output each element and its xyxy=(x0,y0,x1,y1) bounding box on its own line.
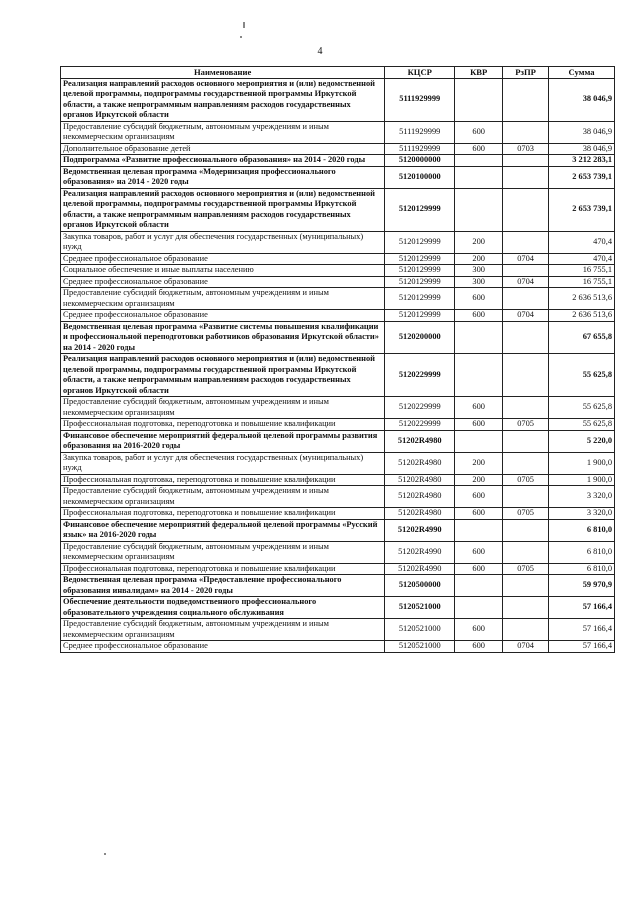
row-kvr-cell xyxy=(455,575,503,597)
row-rzpr-cell: 0705 xyxy=(503,419,549,431)
table-row xyxy=(61,508,615,520)
row-kvr-cell: 600 xyxy=(455,508,503,520)
table-row xyxy=(61,321,615,354)
row-name-cell: Ведомственная целевая программа «Развитие системы повышения квалификации и профессиональной переподготовки работников образования Иркутской области» на 2014 - 2020 годы xyxy=(61,321,385,354)
row-kvr-cell: 600 xyxy=(455,143,503,155)
row-kvr-cell xyxy=(455,597,503,619)
table-row xyxy=(61,310,615,322)
row-name-cell: Финансовое обеспечение мероприятий федеральной целевой программы «Русский язык» на 2016-2020 годы xyxy=(61,519,385,541)
row-sum-cell: 2 653 739,1 xyxy=(549,166,615,188)
row-rzpr-cell xyxy=(503,541,549,563)
row-rzpr-cell xyxy=(503,486,549,508)
table-body xyxy=(61,78,615,652)
row-kcsr-cell: 51202R4980 xyxy=(385,508,455,520)
row-name-cell: Профессиональная подготовка, переподготовка и повышение квалификации xyxy=(61,508,385,520)
row-kcsr-cell: 5120129999 xyxy=(385,188,455,231)
row-kcsr-cell: 5120521000 xyxy=(385,597,455,619)
row-rzpr-cell: 0704 xyxy=(503,641,549,653)
row-kcsr-cell: 5120129999 xyxy=(385,265,455,277)
row-kvr-cell: 600 xyxy=(455,486,503,508)
row-sum-cell: 470,4 xyxy=(549,253,615,265)
row-sum-cell: 16 755,1 xyxy=(549,276,615,288)
row-rzpr-cell: 0704 xyxy=(503,253,549,265)
row-kvr-cell xyxy=(455,430,503,452)
row-sum-cell: 38 046,9 xyxy=(549,143,615,155)
table-row xyxy=(61,253,615,265)
row-kvr-cell: 600 xyxy=(455,541,503,563)
row-name-cell: Профессиональная подготовка, переподготовка и повышение квалификации xyxy=(61,474,385,486)
row-name-cell: Предоставление субсидий бюджетным, автономным учреждениям и иным некоммерческим организациям xyxy=(61,619,385,641)
row-rzpr-cell: 0703 xyxy=(503,143,549,155)
row-name-cell: Профессиональная подготовка, переподготовка и повышение квалификации xyxy=(61,563,385,575)
row-sum-cell: 38 046,9 xyxy=(549,78,615,121)
table-row xyxy=(61,231,615,253)
row-sum-cell: 3 212 283,1 xyxy=(549,155,615,167)
row-rzpr-cell xyxy=(503,619,549,641)
row-rzpr-cell xyxy=(503,519,549,541)
row-sum-cell: 6 810,0 xyxy=(549,541,615,563)
table-row xyxy=(61,641,615,653)
row-rzpr-cell xyxy=(503,321,549,354)
row-kvr-cell: 600 xyxy=(455,121,503,143)
row-kcsr-cell: 5120521000 xyxy=(385,619,455,641)
row-kvr-cell: 300 xyxy=(455,276,503,288)
row-kcsr-cell: 5120229999 xyxy=(385,397,455,419)
row-kvr-cell xyxy=(455,166,503,188)
row-kvr-cell: 600 xyxy=(455,397,503,419)
row-sum-cell: 2 653 739,1 xyxy=(549,188,615,231)
row-rzpr-cell xyxy=(503,188,549,231)
table-row xyxy=(61,474,615,486)
row-rzpr-cell: 0704 xyxy=(503,310,549,322)
row-name-cell: Ведомственная целевая программа «Предоставление профессионального образования инвалидам» на 2014 - 2020 годы xyxy=(61,575,385,597)
row-sum-cell: 5 220,0 xyxy=(549,430,615,452)
row-kcsr-cell: 5111929999 xyxy=(385,78,455,121)
row-rzpr-cell xyxy=(503,155,549,167)
row-sum-cell: 55 625,8 xyxy=(549,354,615,397)
row-name-cell: Дополнительное образование детей xyxy=(61,143,385,155)
row-kcsr-cell: 51202R4990 xyxy=(385,519,455,541)
row-name-cell: Реализация направлений расходов основного мероприятия и (или) ведомственной целевой программы, подпрограммы государственной программы Иркутской области, а также непрограммным направлениям расходов государственных органов Иркутской области xyxy=(61,78,385,121)
table-row xyxy=(61,419,615,431)
row-rzpr-cell xyxy=(503,78,549,121)
table-row xyxy=(61,486,615,508)
table-row xyxy=(61,155,615,167)
row-rzpr-cell: 0705 xyxy=(503,474,549,486)
scan-speck xyxy=(240,36,242,38)
scan-speck xyxy=(243,22,245,28)
page-number: 4 xyxy=(317,46,323,57)
row-sum-cell: 16 755,1 xyxy=(549,265,615,277)
row-kcsr-cell: 5111929999 xyxy=(385,121,455,143)
table-row xyxy=(61,121,615,143)
row-name-cell: Социальное обеспечение и иные выплаты населению xyxy=(61,265,385,277)
row-kcsr-cell: 5120129999 xyxy=(385,310,455,322)
table-row xyxy=(61,265,615,277)
row-rzpr-cell xyxy=(503,354,549,397)
row-kcsr-cell: 5111929999 xyxy=(385,143,455,155)
row-sum-cell: 57 166,4 xyxy=(549,619,615,641)
row-sum-cell: 57 166,4 xyxy=(549,597,615,619)
row-kvr-cell: 300 xyxy=(455,265,503,277)
table-row xyxy=(61,452,615,474)
row-kvr-cell: 200 xyxy=(455,452,503,474)
row-kcsr-cell: 51202R4980 xyxy=(385,430,455,452)
budget-table xyxy=(60,66,615,653)
row-rzpr-cell xyxy=(503,575,549,597)
row-rzpr-cell xyxy=(503,265,549,277)
row-sum-cell: 1 900,0 xyxy=(549,474,615,486)
row-kvr-cell: 200 xyxy=(455,231,503,253)
table-row xyxy=(61,276,615,288)
row-name-cell: Предоставление субсидий бюджетным, автономным учреждениям и иным некоммерческим организациям xyxy=(61,486,385,508)
row-rzpr-cell xyxy=(503,288,549,310)
row-sum-cell: 55 625,8 xyxy=(549,397,615,419)
row-name-cell: Среднее профессиональное образование xyxy=(61,310,385,322)
table-row xyxy=(61,541,615,563)
row-kvr-cell: 600 xyxy=(455,619,503,641)
table-row xyxy=(61,288,615,310)
table-row xyxy=(61,575,615,597)
row-kcsr-cell: 5120229999 xyxy=(385,354,455,397)
row-name-cell: Реализация направлений расходов основного мероприятия и (или) ведомственной целевой программы, подпрограммы государственной программы Иркутской области, а также непрограммным направлениям расходов государственных органов Иркутской области xyxy=(61,188,385,231)
row-kvr-cell: 600 xyxy=(455,288,503,310)
row-sum-cell: 2 636 513,6 xyxy=(549,288,615,310)
row-sum-cell: 3 320,0 xyxy=(549,486,615,508)
row-kcsr-cell: 5120129999 xyxy=(385,276,455,288)
row-kcsr-cell: 5120129999 xyxy=(385,288,455,310)
row-kcsr-cell: 51202R4980 xyxy=(385,486,455,508)
row-kcsr-cell: 5120500000 xyxy=(385,575,455,597)
row-kvr-cell xyxy=(455,354,503,397)
table-row xyxy=(61,188,615,231)
table-row xyxy=(61,563,615,575)
row-kvr-cell xyxy=(455,519,503,541)
row-rzpr-cell xyxy=(503,452,549,474)
table-row xyxy=(61,519,615,541)
table-row xyxy=(61,597,615,619)
row-kcsr-cell: 51202R4990 xyxy=(385,541,455,563)
row-sum-cell: 67 655,8 xyxy=(549,321,615,354)
table-row xyxy=(61,397,615,419)
row-name-cell: Подпрограмма «Развитие профессионального образования» на 2014 - 2020 годы xyxy=(61,155,385,167)
header-sum: Сумма xyxy=(549,67,615,79)
row-rzpr-cell: 0705 xyxy=(503,563,549,575)
row-kvr-cell xyxy=(455,78,503,121)
table-row xyxy=(61,619,615,641)
row-rzpr-cell: 0705 xyxy=(503,508,549,520)
row-rzpr-cell xyxy=(503,430,549,452)
table-row xyxy=(61,166,615,188)
table-header-row xyxy=(61,67,615,79)
table-row xyxy=(61,143,615,155)
row-rzpr-cell xyxy=(503,597,549,619)
header-kcsr: КЦСР xyxy=(385,67,455,79)
header-kvr: КВР xyxy=(455,67,503,79)
row-name-cell: Предоставление субсидий бюджетным, автономным учреждениям и иным некоммерческим организациям xyxy=(61,541,385,563)
row-name-cell: Реализация направлений расходов основного мероприятия и (или) ведомственной целевой программы, подпрограммы государственной программы Иркутской области, а также непрограммным направлениям расходов государственных органов Иркутской области xyxy=(61,354,385,397)
header-name: Наименование xyxy=(61,67,385,79)
scan-speck xyxy=(104,853,106,855)
row-rzpr-cell xyxy=(503,121,549,143)
row-sum-cell: 3 320,0 xyxy=(549,508,615,520)
row-name-cell: Предоставление субсидий бюджетным, автономным учреждениям и иным некоммерческим организациям xyxy=(61,397,385,419)
row-sum-cell: 470,4 xyxy=(549,231,615,253)
row-kcsr-cell: 5120100000 xyxy=(385,166,455,188)
row-kcsr-cell: 51202R4980 xyxy=(385,452,455,474)
row-kcsr-cell: 5120200000 xyxy=(385,321,455,354)
row-kvr-cell: 200 xyxy=(455,474,503,486)
row-kvr-cell: 200 xyxy=(455,253,503,265)
row-name-cell: Ведомственная целевая программа «Модернизация профессионального образования» на 2014 - 2020 годы xyxy=(61,166,385,188)
row-name-cell: Финансовое обеспечение мероприятий федеральной целевой программы развития образования на 2016-2020 годы xyxy=(61,430,385,452)
row-sum-cell: 38 046,9 xyxy=(549,121,615,143)
row-kcsr-cell: 5120000000 xyxy=(385,155,455,167)
row-sum-cell: 1 900,0 xyxy=(549,452,615,474)
row-name-cell: Закупка товаров, работ и услуг для обеспечения государственных (муниципальных) нужд xyxy=(61,452,385,474)
row-name-cell: Обеспечение деятельности подведомственного профессионального образовательного учреждения социального обслуживания xyxy=(61,597,385,619)
row-kvr-cell xyxy=(455,321,503,354)
header-rzpr: РзПР xyxy=(503,67,549,79)
row-rzpr-cell xyxy=(503,166,549,188)
row-kcsr-cell: 5120129999 xyxy=(385,231,455,253)
row-kvr-cell xyxy=(455,155,503,167)
table-row xyxy=(61,78,615,121)
row-name-cell: Среднее профессиональное образование xyxy=(61,253,385,265)
row-kvr-cell: 600 xyxy=(455,310,503,322)
row-kcsr-cell: 5120229999 xyxy=(385,419,455,431)
row-kcsr-cell: 5120521000 xyxy=(385,641,455,653)
row-name-cell: Закупка товаров, работ и услуг для обеспечения государственных (муниципальных) нужд xyxy=(61,231,385,253)
row-kcsr-cell: 5120129999 xyxy=(385,253,455,265)
row-kvr-cell xyxy=(455,188,503,231)
row-rzpr-cell: 0704 xyxy=(503,276,549,288)
row-name-cell: Профессиональная подготовка, переподготовка и повышение квалификации xyxy=(61,419,385,431)
row-rzpr-cell xyxy=(503,397,549,419)
table-row xyxy=(61,430,615,452)
row-sum-cell: 6 810,0 xyxy=(549,519,615,541)
row-kcsr-cell: 51202R4990 xyxy=(385,563,455,575)
row-rzpr-cell xyxy=(503,231,549,253)
row-name-cell: Среднее профессиональное образование xyxy=(61,641,385,653)
row-sum-cell: 6 810,0 xyxy=(549,563,615,575)
row-name-cell: Предоставление субсидий бюджетным, автономным учреждениям и иным некоммерческим организациям xyxy=(61,121,385,143)
row-kvr-cell: 600 xyxy=(455,641,503,653)
row-kvr-cell: 600 xyxy=(455,563,503,575)
row-kcsr-cell: 51202R4980 xyxy=(385,474,455,486)
row-sum-cell: 59 970,9 xyxy=(549,575,615,597)
row-name-cell: Среднее профессиональное образование xyxy=(61,276,385,288)
row-sum-cell: 55 625,8 xyxy=(549,419,615,431)
row-sum-cell: 2 636 513,6 xyxy=(549,310,615,322)
table-row xyxy=(61,354,615,397)
row-sum-cell: 57 166,4 xyxy=(549,641,615,653)
row-kvr-cell: 600 xyxy=(455,419,503,431)
row-name-cell: Предоставление субсидий бюджетным, автономным учреждениям и иным некоммерческим организациям xyxy=(61,288,385,310)
